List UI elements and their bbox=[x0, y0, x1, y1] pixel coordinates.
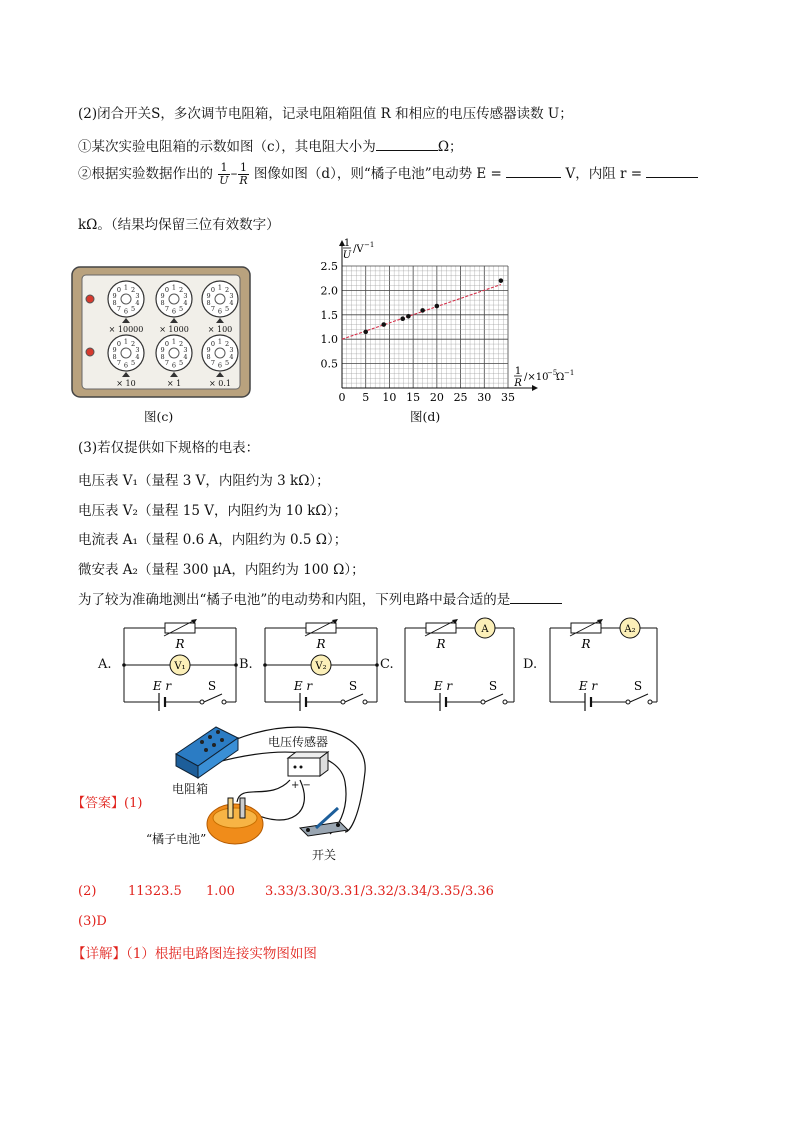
svg-text:/×10: /×10 bbox=[524, 372, 549, 383]
x-tick-label: 30 bbox=[477, 391, 492, 404]
svg-text:5: 5 bbox=[224, 305, 230, 314]
meter-a1: 电流表 A₁（量程 0.6 A，内阻约为 0.5 Ω）； bbox=[78, 532, 348, 548]
dial-label-5: × 0.1 bbox=[209, 379, 231, 388]
answer-2-internal-resistance: 3.33/3.30/3.31/3.32/3.34/3.35/3.36 bbox=[265, 884, 494, 899]
resistance-box-figure bbox=[70, 265, 252, 399]
svg-text:0: 0 bbox=[164, 285, 170, 294]
data-point-4 bbox=[420, 308, 425, 313]
figure-d-caption: 图(d) bbox=[410, 409, 441, 424]
svg-text:6: 6 bbox=[123, 307, 129, 316]
svg-text:R: R bbox=[514, 378, 522, 389]
switch-label: S bbox=[348, 679, 358, 693]
svg-text:3: 3 bbox=[135, 291, 140, 300]
q2-sub2: ②根据实验数据作出的 $\frac{1}{U}$ – $\frac{1}{R}$ 图像如图（d），则“橘子电池”电动势 E = V，内阻 r = bbox=[78, 162, 698, 187]
svg-text:0: 0 bbox=[116, 339, 122, 348]
svg-text:4: 4 bbox=[135, 299, 140, 308]
svg-text:1: 1 bbox=[123, 337, 129, 346]
svg-text:9: 9 bbox=[112, 291, 117, 300]
option-a-label: A. bbox=[98, 657, 112, 672]
x-tick-label: 5 bbox=[362, 391, 370, 404]
meter-label: V₂ bbox=[315, 661, 327, 672]
svg-text:6: 6 bbox=[171, 307, 177, 316]
svg-text:6: 6 bbox=[123, 361, 129, 370]
svg-text:9: 9 bbox=[206, 345, 211, 354]
svg-text:4: 4 bbox=[229, 353, 234, 362]
y-tick-label: 0.5 bbox=[320, 357, 338, 371]
x-tick-label: 0 bbox=[338, 391, 346, 404]
y-axis-label bbox=[343, 238, 375, 261]
dial-label-4: × 1 bbox=[166, 379, 182, 388]
dial-label-3: × 10 bbox=[116, 379, 136, 388]
svg-text:6: 6 bbox=[217, 361, 223, 370]
data-point-1 bbox=[381, 322, 386, 327]
svg-text:8: 8 bbox=[206, 353, 211, 362]
x-tick-label: 25 bbox=[453, 391, 468, 404]
resistor-label: R bbox=[436, 637, 446, 651]
svg-text:Ω: Ω bbox=[556, 372, 565, 383]
y-tick-label: 1.5 bbox=[320, 308, 338, 322]
answer-blank-3 bbox=[646, 165, 698, 178]
x-tick-label: 15 bbox=[406, 391, 421, 404]
x-axis-arrow bbox=[532, 385, 538, 391]
svg-text:2: 2 bbox=[178, 339, 184, 348]
svg-text:8: 8 bbox=[160, 353, 165, 362]
battery-label: E r bbox=[293, 679, 313, 693]
circuit-options bbox=[0, 610, 800, 720]
meter-v1: 电压表 V₁（量程 3 V，内阻约为 3 kΩ）； bbox=[78, 473, 330, 489]
svg-text:3: 3 bbox=[135, 345, 140, 354]
svg-text:1: 1 bbox=[343, 238, 351, 249]
meter-label: A₂ bbox=[624, 624, 636, 635]
svg-text:2: 2 bbox=[130, 285, 136, 294]
resistance-box-label: 电阻箱 bbox=[172, 782, 209, 796]
answer-blank-1 bbox=[376, 138, 438, 151]
answer-tag: 【答案】(1) bbox=[72, 796, 143, 811]
battery-label: “橘子电池” bbox=[146, 832, 207, 846]
fraction-1-over-r: $\frac{1}{R}$ bbox=[239, 161, 248, 187]
meter-a2: 微安表 A₂（量程 300 μA，内阻约为 100 Ω）； bbox=[78, 562, 365, 578]
svg-text:1: 1 bbox=[514, 366, 522, 377]
detail-text: （1）根据电路图连接实物图如图 bbox=[126, 946, 317, 962]
svg-text:6: 6 bbox=[171, 361, 177, 370]
option-b-label: B. bbox=[239, 657, 253, 672]
data-point-3 bbox=[406, 314, 411, 319]
battery-label: E r bbox=[152, 679, 172, 693]
svg-text:5: 5 bbox=[178, 359, 184, 368]
svg-text:3: 3 bbox=[229, 345, 234, 354]
answer-blank-4 bbox=[510, 591, 562, 604]
svg-text:−1: −1 bbox=[364, 241, 375, 249]
q3-question: 为了较为准确地测出“橘子电池”的电动势和内阻，下列电路中最合适的是 bbox=[78, 588, 562, 608]
svg-text:2: 2 bbox=[178, 285, 184, 294]
answer-2-label: (2) bbox=[78, 884, 97, 899]
svg-text:0: 0 bbox=[210, 285, 216, 294]
q2-tail: kΩ。（结果均保留三位有效数字） bbox=[78, 217, 280, 233]
svg-text:9: 9 bbox=[160, 291, 165, 300]
svg-text:1: 1 bbox=[171, 283, 177, 292]
switch bbox=[204, 694, 222, 702]
svg-text:9: 9 bbox=[206, 291, 211, 300]
svg-text:1: 1 bbox=[123, 283, 129, 292]
switch bbox=[345, 694, 363, 702]
svg-text:3: 3 bbox=[229, 291, 234, 300]
svg-text:8: 8 bbox=[112, 353, 117, 362]
svg-text:1: 1 bbox=[217, 283, 223, 292]
q3-intro: (3)若仅提供如下规格的电表： bbox=[78, 440, 260, 456]
data-point-5 bbox=[435, 304, 440, 309]
sensor-label: 电压传感器 bbox=[268, 735, 329, 749]
svg-text:7: 7 bbox=[164, 305, 170, 314]
svg-text:7: 7 bbox=[164, 359, 170, 368]
x-tick-label: 10 bbox=[382, 391, 397, 404]
svg-text:0: 0 bbox=[116, 285, 122, 294]
svg-text:3: 3 bbox=[183, 291, 188, 300]
option-d-label: D. bbox=[523, 657, 538, 672]
svg-text:1: 1 bbox=[217, 337, 223, 346]
svg-text:−1: −1 bbox=[564, 369, 575, 377]
q2-sub1: ①某次实验电阻箱的示数如图（c），其电阻大小为 Ω； bbox=[78, 139, 463, 155]
x-tick-label: 20 bbox=[429, 391, 444, 404]
dial-label-0: × 10000 bbox=[108, 325, 144, 334]
x-tick-label: 35 bbox=[501, 391, 515, 404]
svg-text:1: 1 bbox=[171, 337, 177, 346]
answer-2-emf: 1.00 bbox=[206, 884, 235, 899]
svg-text:4: 4 bbox=[183, 299, 188, 308]
svg-text:7: 7 bbox=[210, 305, 216, 314]
dial-label-1: × 1000 bbox=[159, 325, 189, 334]
circuit-option-d bbox=[550, 618, 657, 711]
figure-c-caption: 图(c) bbox=[144, 409, 174, 424]
battery-label: E r bbox=[433, 679, 453, 693]
svg-text:4: 4 bbox=[135, 353, 140, 362]
resistor-label: R bbox=[175, 637, 185, 651]
circuit-option-b bbox=[263, 619, 379, 711]
svg-text:8: 8 bbox=[206, 299, 211, 308]
svg-text:6: 6 bbox=[217, 307, 223, 316]
svg-text:2: 2 bbox=[224, 285, 230, 294]
q2-intro: (2)闭合开关S，多次调节电阻箱，记录电阻箱阻值 R 和相应的电压传感器读数 U； bbox=[78, 106, 573, 122]
resistor-label: R bbox=[316, 637, 326, 651]
switch bbox=[630, 694, 648, 702]
answer-blank-2 bbox=[506, 165, 561, 178]
svg-text:9: 9 bbox=[112, 345, 117, 354]
circuit-option-c bbox=[405, 618, 514, 711]
svg-text:5: 5 bbox=[130, 359, 136, 368]
svg-text:/V: /V bbox=[353, 244, 364, 255]
svg-text:7: 7 bbox=[116, 305, 122, 314]
svg-text:4: 4 bbox=[183, 353, 188, 362]
switch-label: S bbox=[207, 679, 217, 693]
svg-text:8: 8 bbox=[112, 299, 117, 308]
chart-grid bbox=[342, 266, 508, 388]
svg-text:7: 7 bbox=[116, 359, 122, 368]
svg-text:−5: −5 bbox=[547, 369, 558, 377]
answer-2-resistance: 11323.5 bbox=[128, 884, 182, 899]
svg-text:5: 5 bbox=[224, 359, 230, 368]
y-tick-label: 2.0 bbox=[320, 284, 338, 298]
detail-tag: 【详解】 bbox=[72, 946, 126, 962]
meter-label: A bbox=[481, 624, 489, 635]
answer-3: (3)D bbox=[78, 914, 107, 929]
switch bbox=[485, 694, 503, 702]
dial-label-2: × 100 bbox=[207, 325, 233, 334]
data-point-2 bbox=[400, 316, 405, 321]
svg-text:7: 7 bbox=[210, 359, 216, 368]
switch-label: S bbox=[633, 679, 643, 693]
battery-label: E r bbox=[578, 679, 598, 693]
resistor-label: R bbox=[581, 637, 591, 651]
svg-text:2: 2 bbox=[224, 339, 230, 348]
x-axis-label bbox=[513, 366, 574, 389]
svg-text:8: 8 bbox=[160, 299, 165, 308]
svg-text:5: 5 bbox=[130, 305, 136, 314]
circuit-option-a bbox=[122, 619, 238, 711]
svg-text:9: 9 bbox=[160, 345, 165, 354]
polarity-label: + − bbox=[291, 780, 311, 791]
detail-line bbox=[72, 942, 317, 962]
switch-label: S bbox=[488, 679, 498, 693]
data-point-6 bbox=[499, 278, 504, 283]
switch-label: 开关 bbox=[312, 848, 337, 862]
data-point-0 bbox=[363, 330, 368, 335]
meter-label: V₁ bbox=[174, 661, 186, 672]
fraction-1-over-u: $\frac{1}{U}$ bbox=[219, 161, 229, 187]
svg-text:U: U bbox=[342, 250, 352, 261]
svg-text:3: 3 bbox=[183, 345, 188, 354]
svg-text:4: 4 bbox=[229, 299, 234, 308]
y-tick-label: 2.5 bbox=[320, 260, 338, 273]
svg-text:0: 0 bbox=[210, 339, 216, 348]
y-tick-label: 1.0 bbox=[320, 333, 338, 347]
svg-text:2: 2 bbox=[130, 339, 136, 348]
svg-text:5: 5 bbox=[178, 305, 184, 314]
figure-d-chart bbox=[300, 236, 590, 406]
meter-v2: 电压表 V₂（量程 15 V，内阻约为 10 kΩ）； bbox=[78, 503, 347, 519]
option-c-label: C. bbox=[380, 657, 394, 672]
svg-text:0: 0 bbox=[164, 339, 170, 348]
